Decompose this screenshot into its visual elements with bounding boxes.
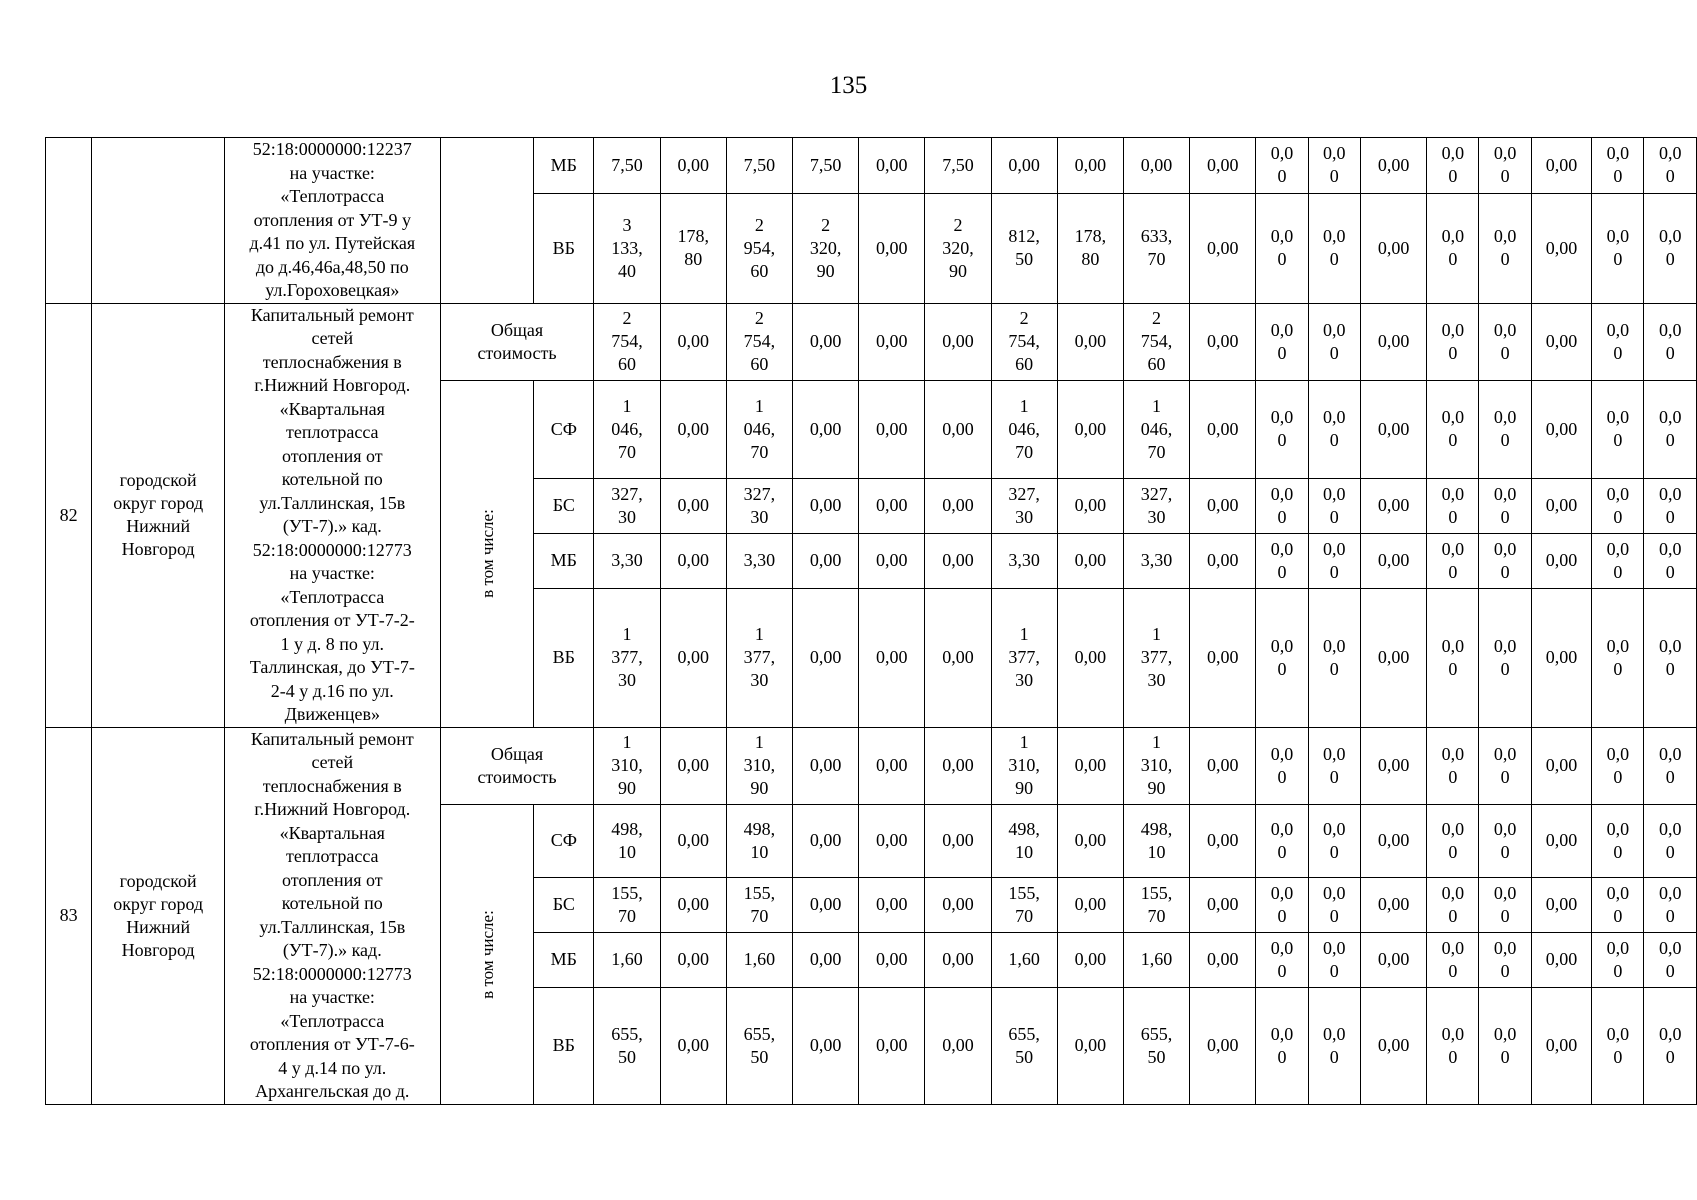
value-cell: 655, 50 [1123, 987, 1189, 1104]
value-cell: 0,00 [1190, 303, 1256, 380]
table-row [46, 138, 1697, 194]
value-cell: 0,0 0 [1592, 303, 1644, 380]
value-cell: 0,00 [925, 380, 991, 478]
municipality-cell: городской округ город Нижний Новгород [92, 303, 225, 727]
value-cell: 178, 80 [660, 193, 726, 303]
value-cell: 0,0 0 [1644, 478, 1697, 533]
value-cell: 0,0 0 [1256, 193, 1308, 303]
value-cell: 0,00 [1190, 588, 1256, 727]
value-cell: 0,00 [1057, 380, 1123, 478]
value-cell: 0,00 [1360, 727, 1426, 804]
value-cell: 155, 70 [594, 877, 660, 932]
value-cell: 0,0 0 [1479, 478, 1531, 533]
value-cell: 0,00 [660, 303, 726, 380]
value-cell: 0,00 [1190, 380, 1256, 478]
value-cell: 0,00 [793, 877, 859, 932]
source-cell: СФ [534, 380, 594, 478]
value-cell: 0,00 [859, 138, 925, 194]
value-cell: 0,0 0 [1308, 380, 1360, 478]
value-cell: 0,0 0 [1479, 533, 1531, 588]
value-cell: 0,0 0 [1592, 877, 1644, 932]
value-cell: 0,00 [925, 533, 991, 588]
value-cell: 0,00 [793, 804, 859, 877]
value-cell: 0,0 0 [1427, 987, 1479, 1104]
value-cell: 0,00 [925, 727, 991, 804]
value-cell: 0,00 [859, 303, 925, 380]
value-cell: 0,00 [1531, 138, 1591, 194]
value-cell: 2 754, 60 [991, 303, 1057, 380]
source-cell: ВБ [534, 588, 594, 727]
municipality-cell: городской округ город Нижний Новгород [92, 727, 225, 1104]
value-cell: 2 754, 60 [726, 303, 792, 380]
value-cell: 1,60 [991, 932, 1057, 987]
value-cell: 327, 30 [1123, 478, 1189, 533]
value-cell: 0,00 [660, 588, 726, 727]
page-number: 135 [829, 72, 868, 99]
value-cell: 498, 10 [726, 804, 792, 877]
value-cell: 0,0 0 [1644, 533, 1697, 588]
value-cell: 0,00 [859, 877, 925, 932]
value-cell: 0,00 [1360, 478, 1426, 533]
value-cell: 0,0 0 [1592, 804, 1644, 877]
financing-table [45, 137, 1697, 1105]
value-cell: 327, 30 [726, 478, 792, 533]
number-cell [46, 138, 92, 304]
row-number: 82 [46, 303, 92, 727]
value-cell: 0,00 [660, 533, 726, 588]
value-cell: 0,0 0 [1256, 138, 1308, 194]
value-cell: 0,00 [1360, 380, 1426, 478]
value-cell: 0,00 [793, 380, 859, 478]
value-cell: 0,00 [1360, 804, 1426, 877]
value-cell: 0,0 0 [1256, 533, 1308, 588]
value-cell: 0,00 [793, 588, 859, 727]
value-cell: 0,0 0 [1644, 193, 1697, 303]
value-cell: 0,0 0 [1308, 138, 1360, 194]
value-cell: 0,00 [925, 588, 991, 727]
value-cell: 0,0 0 [1256, 380, 1308, 478]
value-cell: 1 310, 90 [726, 727, 792, 804]
total-label: Общая стоимость [440, 303, 594, 380]
value-cell: 0,00 [1057, 588, 1123, 727]
value-cell: 655, 50 [594, 987, 660, 1104]
including-label [440, 804, 534, 1104]
source-cell: СФ [534, 804, 594, 877]
value-cell: 0,0 0 [1592, 932, 1644, 987]
value-cell: 0,0 0 [1479, 138, 1531, 194]
value-cell: 0,0 0 [1427, 303, 1479, 380]
value-cell: 0,00 [1190, 193, 1256, 303]
value-cell: 0,0 0 [1427, 804, 1479, 877]
value-cell: 3,30 [991, 533, 1057, 588]
value-cell: 0,0 0 [1644, 727, 1697, 804]
value-cell: 0,00 [1360, 588, 1426, 727]
value-cell: 0,0 0 [1256, 804, 1308, 877]
value-cell: 0,00 [660, 138, 726, 194]
value-cell: 0,00 [859, 727, 925, 804]
value-cell: 0,00 [660, 380, 726, 478]
value-cell: 7,50 [793, 138, 859, 194]
value-cell: 155, 70 [726, 877, 792, 932]
value-cell: 155, 70 [991, 877, 1057, 932]
including-label-text: в том числе: [477, 909, 497, 999]
value-cell: 0,00 [859, 478, 925, 533]
value-cell: 0,00 [1531, 588, 1591, 727]
value-cell: 0,00 [1057, 804, 1123, 877]
value-cell: 655, 50 [991, 987, 1057, 1104]
value-cell: 0,00 [1057, 987, 1123, 1104]
value-cell: 1 046, 70 [726, 380, 792, 478]
value-cell: 0,00 [1360, 193, 1426, 303]
value-cell: 0,0 0 [1308, 193, 1360, 303]
row-number: 83 [46, 727, 92, 1104]
value-cell: 0,0 0 [1592, 478, 1644, 533]
value-cell: 0,0 0 [1308, 478, 1360, 533]
value-cell: 0,00 [1360, 987, 1426, 1104]
value-cell: 0,0 0 [1592, 987, 1644, 1104]
value-cell: 0,00 [793, 932, 859, 987]
value-cell: 0,00 [660, 987, 726, 1104]
value-cell: 0,0 0 [1479, 727, 1531, 804]
value-cell: 0,00 [1531, 932, 1591, 987]
value-cell: 2 954, 60 [726, 193, 792, 303]
value-cell: 0,0 0 [1308, 588, 1360, 727]
including-label [440, 380, 534, 727]
value-cell: 0,00 [1531, 303, 1591, 380]
value-cell: 2 320, 90 [925, 193, 991, 303]
value-cell: 0,00 [1531, 877, 1591, 932]
value-cell: 155, 70 [1123, 877, 1189, 932]
value-cell: 0,00 [1360, 303, 1426, 380]
value-cell: 0,00 [1057, 877, 1123, 932]
value-cell: 0,00 [1531, 380, 1591, 478]
value-cell: 0,0 0 [1592, 380, 1644, 478]
value-cell: 0,0 0 [1644, 303, 1697, 380]
value-cell: 0,0 0 [1644, 380, 1697, 478]
value-cell: 0,00 [925, 877, 991, 932]
total-label: Общая стоимость [440, 727, 594, 804]
value-cell: 0,0 0 [1479, 193, 1531, 303]
value-cell: 0,00 [1360, 932, 1426, 987]
value-cell: 0,00 [793, 478, 859, 533]
value-cell: 0,00 [1057, 478, 1123, 533]
value-cell: 1 377, 30 [991, 588, 1057, 727]
value-cell: 1,60 [594, 932, 660, 987]
value-cell: 0,0 0 [1256, 588, 1308, 727]
value-cell: 0,0 0 [1427, 877, 1479, 932]
source-cell: МБ [534, 138, 594, 194]
value-cell: 0,00 [1190, 877, 1256, 932]
value-cell: 0,0 0 [1644, 138, 1697, 194]
value-cell: 633, 70 [1123, 193, 1189, 303]
value-cell: 0,00 [1057, 303, 1123, 380]
value-cell: 0,00 [859, 193, 925, 303]
value-cell: 498, 10 [594, 804, 660, 877]
value-cell: 0,00 [925, 303, 991, 380]
value-cell: 0,0 0 [1592, 588, 1644, 727]
value-cell: 498, 10 [991, 804, 1057, 877]
value-cell: 0,0 0 [1308, 533, 1360, 588]
value-cell: 0,0 0 [1592, 138, 1644, 194]
value-cell: 0,0 0 [1256, 727, 1308, 804]
value-cell: 0,0 0 [1644, 987, 1697, 1104]
value-cell: 0,00 [660, 478, 726, 533]
value-cell: 0,00 [1531, 727, 1591, 804]
value-cell: 1 377, 30 [594, 588, 660, 727]
value-cell: 1,60 [726, 932, 792, 987]
value-cell: 0,00 [1190, 932, 1256, 987]
value-cell: 0,0 0 [1308, 987, 1360, 1104]
value-cell: 0,00 [793, 303, 859, 380]
municipality-cell [92, 138, 225, 304]
value-cell: 1 310, 90 [991, 727, 1057, 804]
value-cell: 1 377, 30 [1123, 588, 1189, 727]
value-cell: 0,0 0 [1479, 588, 1531, 727]
value-cell: 0,00 [1360, 533, 1426, 588]
value-cell: 2 320, 90 [793, 193, 859, 303]
value-cell: 0,00 [1360, 138, 1426, 194]
value-cell: 0,00 [1190, 138, 1256, 194]
value-cell: 0,0 0 [1427, 588, 1479, 727]
value-cell: 7,50 [726, 138, 792, 194]
value-cell: 327, 30 [594, 478, 660, 533]
value-cell: 0,0 0 [1592, 727, 1644, 804]
value-cell: 0,00 [1190, 533, 1256, 588]
source-cell: ВБ [534, 193, 594, 303]
value-cell: 0,00 [859, 380, 925, 478]
including-cell [440, 138, 534, 304]
value-cell: 0,00 [991, 138, 1057, 194]
value-cell: 0,00 [793, 987, 859, 1104]
source-cell: МБ [534, 533, 594, 588]
source-cell: МБ [534, 932, 594, 987]
value-cell: 3,30 [1123, 533, 1189, 588]
value-cell: 0,0 0 [1644, 588, 1697, 727]
value-cell: 0,0 0 [1427, 932, 1479, 987]
value-cell: 0,00 [1190, 987, 1256, 1104]
description-cell: Капитальный ремонт сетей теплоснабжения в г.Нижний Новгород. «Квартальная теплотрасса отопления от котельной по ул.Таллинская, 15в (УТ-7).» кад. 52:18:0000000:12773 на участке: «Теплотрасса отопления от УТ-7-6- 4 у д.14 по ул. Архангельская до д. [224, 727, 440, 1104]
value-cell: 0,0 0 [1644, 804, 1697, 877]
value-cell: 0,0 0 [1308, 303, 1360, 380]
value-cell: 0,00 [925, 987, 991, 1104]
value-cell: 0,0 0 [1427, 138, 1479, 194]
value-cell: 0,0 0 [1308, 727, 1360, 804]
value-cell: 7,50 [925, 138, 991, 194]
value-cell: 0,0 0 [1427, 380, 1479, 478]
value-cell: 1,60 [1123, 932, 1189, 987]
value-cell: 0,00 [1531, 987, 1591, 1104]
value-cell: 2 754, 60 [594, 303, 660, 380]
value-cell: 0,00 [1190, 804, 1256, 877]
value-cell: 7,50 [594, 138, 660, 194]
value-cell: 0,00 [925, 804, 991, 877]
value-cell: 2 754, 60 [1123, 303, 1189, 380]
value-cell: 0,00 [1531, 193, 1591, 303]
value-cell: 1 310, 90 [594, 727, 660, 804]
value-cell: 0,0 0 [1427, 478, 1479, 533]
value-cell: 178, 80 [1057, 193, 1123, 303]
value-cell: 0,00 [660, 877, 726, 932]
value-cell: 3 133, 40 [594, 193, 660, 303]
value-cell: 1 046, 70 [1123, 380, 1189, 478]
source-cell: ВБ [534, 987, 594, 1104]
value-cell: 0,00 [1531, 533, 1591, 588]
including-label-text: в том числе: [477, 509, 497, 598]
value-cell: 0,0 0 [1256, 478, 1308, 533]
value-cell: 0,0 0 [1308, 932, 1360, 987]
value-cell: 1 377, 30 [726, 588, 792, 727]
value-cell: 0,0 0 [1479, 380, 1531, 478]
value-cell: 0,0 0 [1427, 727, 1479, 804]
description-cell: 52:18:0000000:12237 на участке: «Теплотрасса отопления от УТ-9 у д.41 по ул. Путейская до д.46,46а,48,50 по ул.Гороховецкая» [224, 138, 440, 304]
value-cell: 0,0 0 [1427, 533, 1479, 588]
value-cell: 1 046, 70 [594, 380, 660, 478]
value-cell: 0,00 [793, 727, 859, 804]
value-cell: 0,00 [1057, 727, 1123, 804]
value-cell: 1 046, 70 [991, 380, 1057, 478]
value-cell: 0,0 0 [1479, 987, 1531, 1104]
value-cell: 0,00 [859, 533, 925, 588]
value-cell: 327, 30 [991, 478, 1057, 533]
value-cell: 3,30 [726, 533, 792, 588]
value-cell: 0,0 0 [1592, 533, 1644, 588]
value-cell: 0,00 [1123, 138, 1189, 194]
value-cell: 0,00 [793, 533, 859, 588]
value-cell: 0,0 0 [1479, 877, 1531, 932]
table-row [46, 303, 1697, 380]
value-cell: 812, 50 [991, 193, 1057, 303]
value-cell: 0,00 [1057, 932, 1123, 987]
value-cell: 0,00 [1531, 804, 1591, 877]
value-cell: 498, 10 [1123, 804, 1189, 877]
value-cell: 0,00 [660, 932, 726, 987]
value-cell: 0,00 [1190, 478, 1256, 533]
value-cell: 0,0 0 [1308, 877, 1360, 932]
value-cell: 0,00 [925, 478, 991, 533]
value-cell: 1 310, 90 [1123, 727, 1189, 804]
value-cell: 0,00 [1531, 478, 1591, 533]
description-cell: Капитальный ремонт сетей теплоснабжения в г.Нижний Новгород. «Квартальная теплотрасса отопления от котельной по ул.Таллинская, 15в (УТ-7).» кад. 52:18:0000000:12773 на участке: «Теплотрасса отопления от УТ-7-2- 1 у д. 8 по ул. Таллинская, до УТ-7- 2-4 у д.16 по ул. Движенцев» [224, 303, 440, 727]
value-cell: 0,0 0 [1592, 193, 1644, 303]
value-cell: 0,0 0 [1256, 932, 1308, 987]
value-cell: 0,00 [1057, 138, 1123, 194]
value-cell: 0,0 0 [1479, 932, 1531, 987]
value-cell: 0,0 0 [1644, 932, 1697, 987]
value-cell: 0,0 0 [1308, 804, 1360, 877]
value-cell: 0,0 0 [1479, 303, 1531, 380]
value-cell: 0,00 [859, 588, 925, 727]
table-body [46, 138, 1697, 1105]
value-cell: 0,00 [859, 987, 925, 1104]
value-cell: 3,30 [594, 533, 660, 588]
value-cell: 0,0 0 [1427, 193, 1479, 303]
table-row [46, 727, 1697, 804]
value-cell: 0,00 [1360, 877, 1426, 932]
source-cell: БС [534, 478, 594, 533]
value-cell: 0,0 0 [1479, 804, 1531, 877]
value-cell: 0,00 [859, 804, 925, 877]
value-cell: 0,00 [660, 804, 726, 877]
value-cell: 0,00 [660, 727, 726, 804]
value-cell: 0,0 0 [1256, 987, 1308, 1104]
value-cell: 0,0 0 [1256, 877, 1308, 932]
value-cell: 0,00 [925, 932, 991, 987]
value-cell: 0,00 [859, 932, 925, 987]
value-cell: 655, 50 [726, 987, 792, 1104]
value-cell: 0,00 [1190, 727, 1256, 804]
value-cell: 0,0 0 [1256, 303, 1308, 380]
value-cell: 0,00 [1057, 533, 1123, 588]
value-cell: 0,0 0 [1644, 877, 1697, 932]
source-cell: БС [534, 877, 594, 932]
